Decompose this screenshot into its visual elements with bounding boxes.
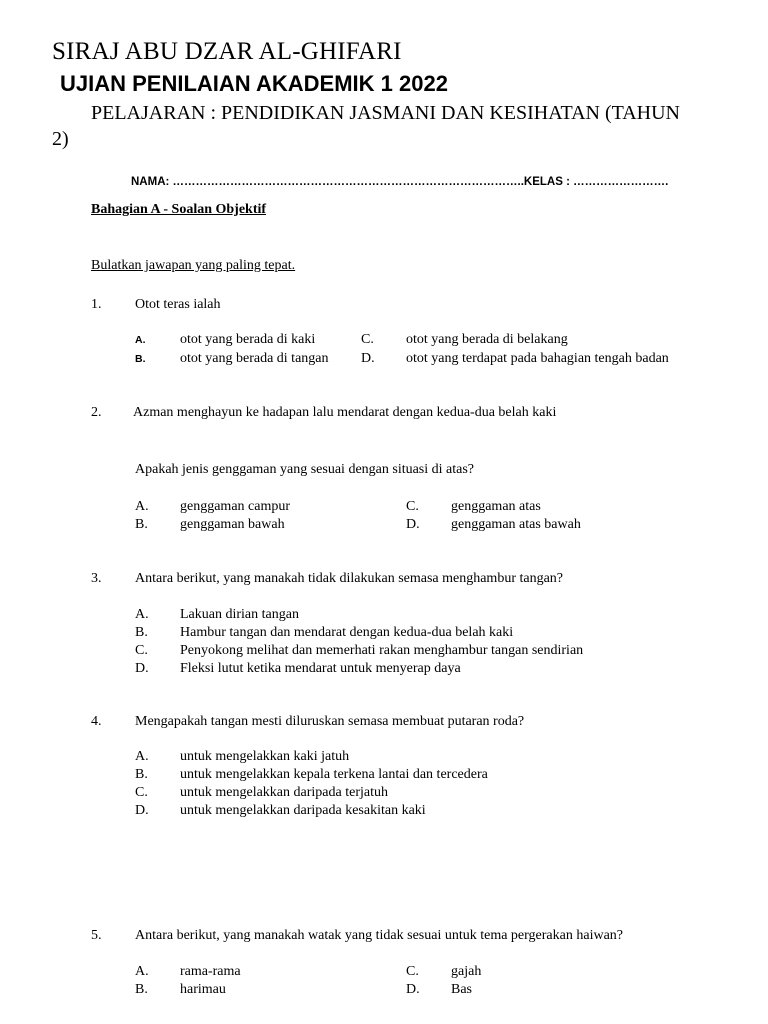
- option-letter: D.: [135, 803, 149, 818]
- option-text: genggaman atas bawah: [451, 517, 581, 532]
- option-letter: B.: [135, 353, 146, 365]
- option-letter: B.: [135, 982, 148, 997]
- option-letter: D.: [135, 661, 149, 676]
- option-text: genggaman bawah: [180, 517, 285, 532]
- option-letter: B.: [135, 767, 148, 782]
- option-letter: C.: [406, 499, 419, 514]
- option-text: otot yang berada di tangan: [180, 351, 329, 366]
- option-text: otot yang berada di belakang: [406, 332, 568, 347]
- option-letter: A.: [135, 749, 149, 764]
- question-number: 4.: [91, 714, 102, 729]
- section-instruction: Bulatkan jawapan yang paling tepat.: [91, 258, 296, 273]
- section-title: Bahagian A - Soalan Objektif: [91, 202, 267, 217]
- option-letter: B.: [135, 625, 148, 640]
- question-subtext: Apakah jenis genggaman yang sesuai dengan situasi di atas?: [135, 462, 475, 477]
- option-text: untuk mengelakkan daripada kesakitan kaki: [180, 803, 426, 818]
- option-text: untuk mengelakkan daripada terjatuh: [180, 785, 388, 800]
- question-text: Antara berikut, yang manakah watak yang tidak sesuai untuk tema pergerakan haiwan?: [135, 928, 624, 943]
- option-text: gajah: [451, 964, 482, 979]
- question-text: Azman menghayun ke hadapan lalu mendarat dengan kedua-dua belah kaki: [133, 405, 557, 420]
- option-text: Fleksi lutut ketika mendarat untuk menyerap daya: [180, 661, 461, 676]
- option-letter: D.: [406, 982, 420, 997]
- option-letter: A.: [135, 964, 149, 979]
- option-letter: C.: [406, 964, 419, 979]
- question-number: 2.: [91, 405, 102, 420]
- option-letter: B.: [135, 517, 148, 532]
- option-text: untuk mengelakkan kaki jatuh: [180, 749, 350, 764]
- option-letter: A.: [135, 607, 149, 622]
- option-letter: D.: [406, 517, 420, 532]
- option-letter: A.: [135, 334, 146, 346]
- question-text: Mengapakah tangan mesti diluruskan semasa membuat putaran roda?: [135, 714, 525, 729]
- subject-line: PELAJARAN : PENDIDIKAN JASMANI DAN KESIHATAN (TAHUN: [91, 102, 681, 124]
- option-text: Hambur tangan dan mendarat dengan kedua-dua belah kaki: [180, 625, 514, 640]
- option-letter: C.: [135, 643, 148, 658]
- option-text: Lakuan dirian tangan: [180, 607, 299, 622]
- option-letter: C.: [361, 332, 374, 347]
- option-letter: A.: [135, 499, 149, 514]
- name-class-field: NAMA: ………………………………………………………………………………..KELAS : …………………….: [131, 176, 669, 188]
- subject-line-continued: 2): [52, 128, 69, 150]
- option-text: otot yang berada di kaki: [180, 332, 316, 347]
- option-text: untuk mengelakkan kepala terkena lantai dan tercedera: [180, 767, 488, 782]
- option-text: Bas: [451, 982, 472, 997]
- question-text: Otot teras ialah: [135, 297, 221, 312]
- option-text: rama-rama: [180, 964, 241, 979]
- option-letter: C.: [135, 785, 148, 800]
- option-text: harimau: [180, 982, 226, 997]
- question-number: 3.: [91, 571, 102, 586]
- option-text: otot yang terdapat pada bahagian tengah badan: [406, 351, 669, 366]
- option-text: genggaman atas: [451, 499, 541, 514]
- option-text: genggaman campur: [180, 499, 291, 514]
- exam-title: UJIAN PENILAIAN AKADEMIK 1 2022: [60, 71, 448, 96]
- question-number: 5.: [91, 928, 102, 943]
- option-text: Penyokong melihat dan memerhati rakan menghambur tangan sendirian: [180, 643, 584, 658]
- option-letter: D.: [361, 351, 375, 366]
- student-name: SIRAJ ABU DZAR AL-GHIFARI: [52, 38, 402, 65]
- question-text: Antara berikut, yang manakah tidak dilakukan semasa menghambur tangan?: [135, 571, 564, 586]
- question-number: 1.: [91, 297, 102, 312]
